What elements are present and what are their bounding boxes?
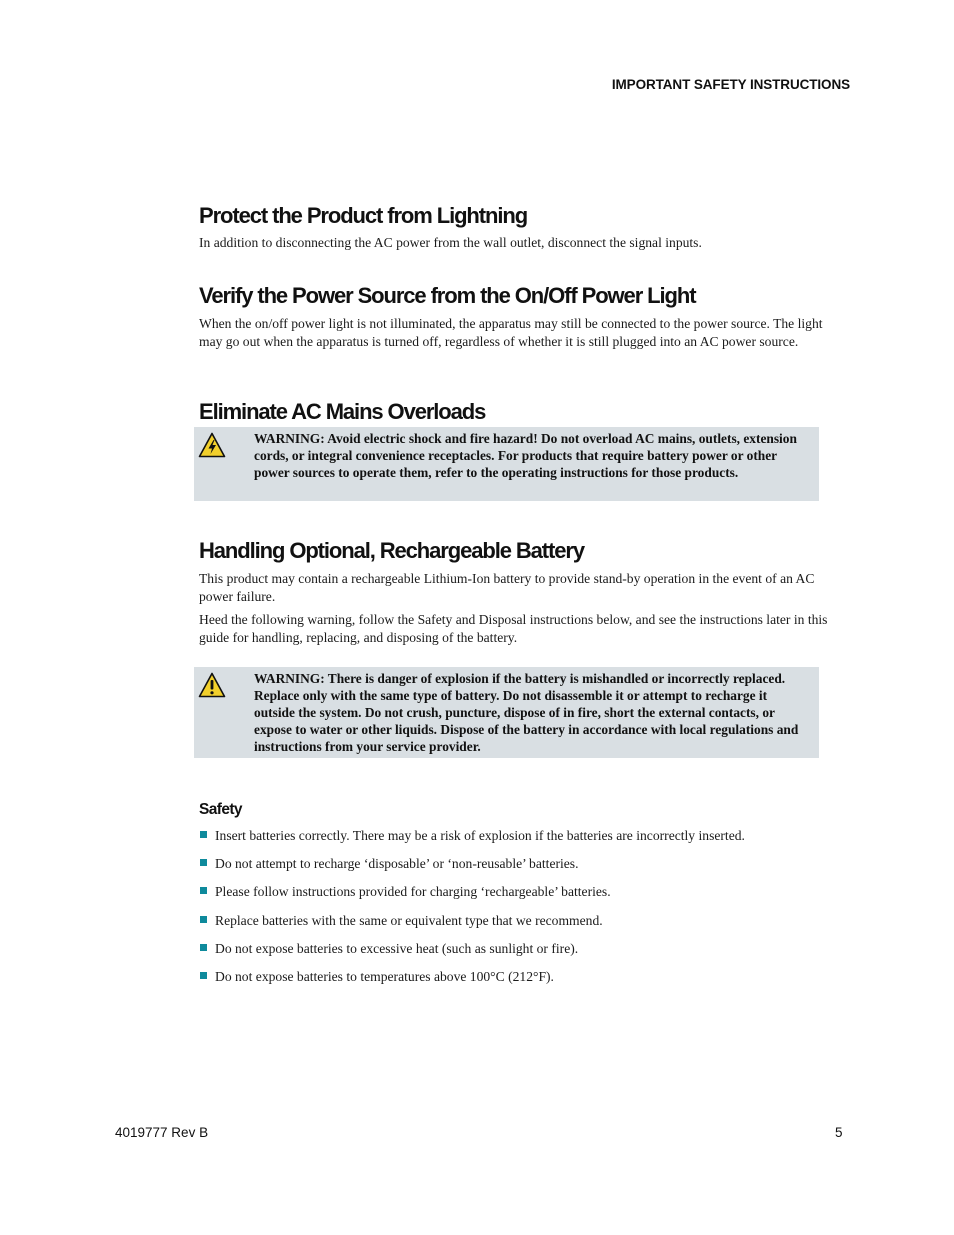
list-item: Please follow instructions provided for charging ‘rechargeable’ batteries.	[199, 882, 845, 910]
warning-text-battery-explosion: WARNING: There is danger of explosion if the battery is mishandled or incorrectly replaced. Replace only with the same type of battery. Do not disassemble it or attempt to recharge it outside the system. Do not crush, puncture, dispose of in fire, short the external contacts, or expose to water or other liquids. Dispose of the battery in accordance with local regulations and instructions from your service provider.	[254, 671, 799, 754]
list-item: Do not attempt to recharge ‘disposable’ or ‘non-reusable’ batteries.	[199, 854, 845, 882]
heading-ac-mains-overloads: Eliminate AC Mains Overloads	[199, 399, 486, 424]
warning-text-electric-shock: WARNING: Avoid electric shock and fire hazard! Do not overload AC mains, outlets, extension cords, or integral convenience receptacles. For products that require battery power or other power sources to operate them, refer to the operating instructions for those products.	[254, 431, 797, 480]
running-header: IMPORTANT SAFETY INSTRUCTIONS	[611, 77, 850, 92]
paragraph-lightning: In addition to disconnecting the AC power from the wall outlet, disconnect the signal inputs.	[199, 235, 702, 250]
heading-verify-power-source: Verify the Power Source from the On/Off Power Light	[199, 283, 696, 308]
list-item: Insert batteries correctly. There may be a risk of explosion if the batteries are incorrectly inserted.	[199, 826, 845, 854]
paragraph-power-light: When the on/off power light is not illuminated, the apparatus may still be connected to the power source. The light may go out when the apparatus is turned off, regardless of whether it is still plugged into an AC power source.	[199, 316, 823, 349]
bullet-square-icon	[200, 944, 207, 951]
bullet-square-icon	[200, 887, 207, 894]
heading-rechargeable-battery: Handling Optional, Rechargeable Battery	[199, 538, 584, 563]
subheading-safety: Safety	[199, 801, 242, 818]
list-item: Do not expose batteries to temperatures above 100°C (212°F).	[199, 967, 845, 995]
bullet-square-icon	[200, 972, 207, 979]
bullet-square-icon	[200, 831, 207, 838]
footer-page-number: 5	[835, 1125, 843, 1140]
footer-doc-id: 4019777 Rev B	[115, 1125, 209, 1140]
caution-warning-icon	[198, 672, 226, 698]
list-item: Replace batteries with the same or equivalent type that we recommend.	[199, 911, 845, 939]
bullet-square-icon	[200, 859, 207, 866]
paragraph-battery-intro: This product may contain a rechargeable Lithium-Ion battery to provide stand-by operation in the event of an AC power failure.	[199, 571, 815, 604]
safety-list	[199, 826, 845, 995]
heading-protect-lightning: Protect the Product from Lightning	[199, 203, 528, 228]
list-item: Do not expose batteries to excessive heat (such as sunlight or fire).	[199, 939, 845, 967]
electric-shock-warning-icon	[198, 432, 226, 458]
bullet-square-icon	[200, 916, 207, 923]
warning-box-battery-explosion	[194, 667, 819, 758]
warning-box-electric-shock	[194, 427, 819, 501]
paragraph-battery-heed: Heed the following warning, follow the Safety and Disposal instructions below, and see the instructions later in this guide for handling, replacing, and disposing of the battery.	[199, 612, 828, 645]
